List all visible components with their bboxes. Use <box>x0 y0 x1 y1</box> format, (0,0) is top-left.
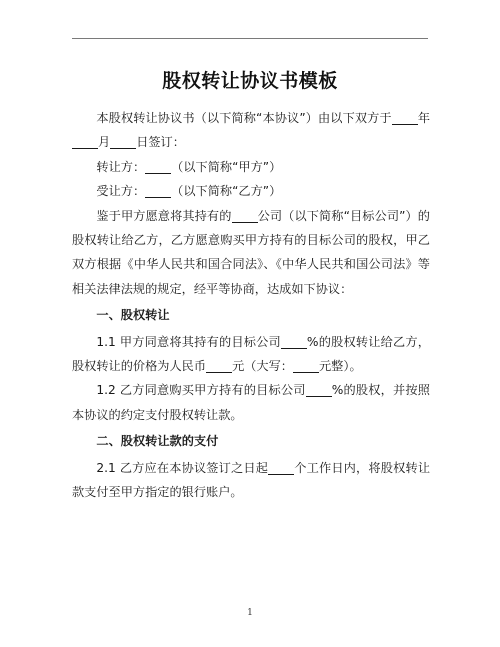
document-title: 股权转让协议书模板 <box>162 70 338 92</box>
workdays-blank <box>268 462 294 475</box>
transferee-line <box>72 179 430 203</box>
percent-blank <box>281 335 307 348</box>
transferee-blank <box>145 185 171 198</box>
year-label: 年 <box>417 111 431 125</box>
transferor-alias: （以下简称“甲方”） <box>171 159 282 174</box>
intro-paragraph <box>72 106 430 155</box>
clause-1-1 <box>72 330 430 379</box>
clause-1-2-text-b: %的股权，并按照本协议的约定支付股权转让款。 <box>72 383 430 422</box>
page-number: 1 <box>247 608 253 618</box>
month-label: 月 <box>98 135 111 150</box>
clause-2-1-text-b: 个工作日内，将股权转让款支付至甲方指定的银行账户。 <box>72 460 431 500</box>
intro-text: 本股权转让协议书（以下简称“本协议”）由以下双方于 <box>96 111 392 125</box>
transferor-label: 转让方： <box>96 159 146 174</box>
document-body <box>72 106 430 505</box>
transferee-alias: （以下简称“乙方”） <box>171 184 282 199</box>
month-blank <box>72 136 98 149</box>
year-blank <box>392 112 418 125</box>
clause-1-1-text-c: 元（大写： <box>232 359 293 374</box>
transferee-label: 受让方： <box>96 184 146 199</box>
recital-paragraph <box>72 204 430 302</box>
recital-text-rest: 公司（以下简称“目标公司”）的股权转让给乙方，乙方愿意购买甲方持有的目标公司的股权，甲乙双方根据《中华人民共和国合同法》、《中华人民共和国公司法》等相关法律法规的规定，经平等协商，达成如下协议： <box>72 208 430 296</box>
purchase-percent-blank <box>306 384 332 397</box>
transferor-blank <box>145 161 171 174</box>
section-2-heading: 二、股权转让款的支付 <box>96 434 219 449</box>
target-company-blank <box>232 209 258 222</box>
clause-2-1-text-a: 2.1 乙方应在本协议签订之日起 <box>96 460 269 475</box>
transferor-line <box>72 155 430 179</box>
clause-1-2 <box>72 378 430 427</box>
clause-1-1-text-a: 1.1 甲方同意将其持有的目标公司 <box>96 334 281 349</box>
price-blank <box>206 360 232 373</box>
recital-text-start: 鉴于甲方愿意将其持有的 <box>96 208 232 223</box>
day-label: 日签订： <box>136 135 185 150</box>
clause-1-2-text-a: 1.2 乙方同意购买甲方持有的目标公司 <box>96 383 306 398</box>
day-blank <box>110 136 136 149</box>
clause-2-1 <box>72 456 430 505</box>
section-1-heading: 一、股权转让 <box>96 308 170 323</box>
clause-1-1-text-d: 元整）。 <box>319 359 362 374</box>
header-rule <box>72 38 428 39</box>
clause-1-1-text-b: %的股权转让给乙方，股权转让的价格为人民币 <box>72 334 430 374</box>
price-words-blank <box>293 360 319 373</box>
